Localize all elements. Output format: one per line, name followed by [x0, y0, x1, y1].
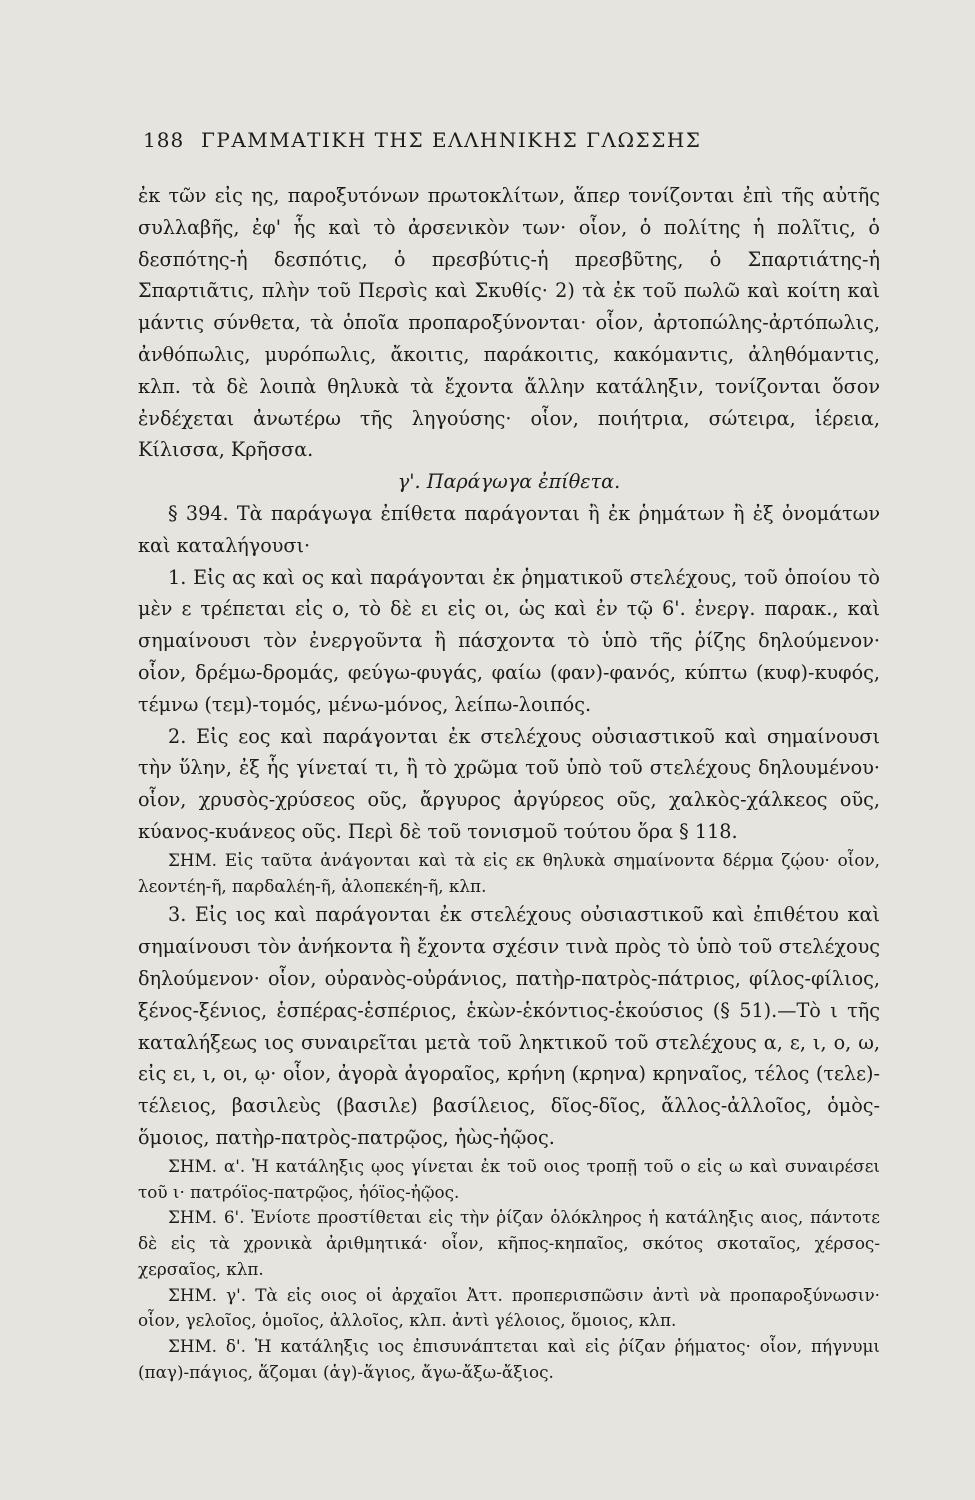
paragraph-2: 2. Εἰς εος καὶ παράγονται ἐκ στελέχους οὐσιαστικοῦ καὶ σημαίνουσι τὴν ὕλην, ἐξ ἧς γίνεταί τι, ἢ τὸ χρῶμα τοῦ ὑπὸ τοῦ στελέχους δηλουμένου· οἷον, χρυσὸς-χρύσεος οῦς, ἄργυρος ἀργύρεος οῦς, χαλκὸς-χάλκεος οῦς, κύανος-κυάνεος οῦς. Περὶ δὲ τοῦ τονισμοῦ τούτου ὅρα § 118.: [138, 724, 880, 843]
paragraph-continuation: ἐκ τῶν εἰς ης, παροξυτόνων πρωτοκλίτων, ἅπερ τονίζονται ἐπὶ τῆς αὐτῆς συλλαβῆς, ἐφ' ἧς καὶ τὸ ἀρσενικὸν των· οἷον, ὁ πολίτης ἡ πολῖτις, ὁ δεσπότης-ἡ δεσπότις, ὁ πρεσβύτις-ἡ πρεσβῦτης, ὁ Σπαρτιάτης-ἡ Σπαρτιᾶτις, πλὴν τοῦ Περσὶς καὶ Σκυθίς· 2) τὰ ἐκ τοῦ πωλῶ καὶ κοίτη καὶ μάντις σύνθετα, τὰ ὁποῖα προπαροξύνονται· οἷον, ἀρτοπώλης-ἀρτόπωλις, ἀνθόπωλις, μυρόπωλις, ἄκοιτις, παράκοιτις, κακόμαντις, ἀληθόμαντις, κλπ. τὰ δὲ λοιπὰ θηλυκὰ τὰ ἔχοντα ἄλλην κατάληξιν, τονίζονται ὅσον ἐνδέχεται ἀνωτέρω τῆς ληγούσης· οἷον, ποιήτρια, σώτειρα, ἱέρεια, Κίλισσα, Κρῆσσα.: [138, 184, 880, 462]
running-title: ΓΡΑΜΜΑΤΙΚΗ ΤΗΣ ΕΛΛΗΝΙΚΗΣ ΓΛΩΣΣΗΣ: [201, 128, 702, 152]
paragraph-1: 1. Εἰς ας καὶ ος καὶ παράγονται ἐκ ῥηματικοῦ στελέχους, τοῦ ὁποίου τὸ μὲν ε τρέπεται εἰς ο, τὸ δὲ ει εἰς οι, ὡς καὶ ἐν τῷ 6'. ἐνεργ. παρακ., καὶ σημαίνουσι τὸν ἐνεργοῦντα ἢ πάσχοντα τὸ ὑπὸ τῆς ῥίζης δηλούμενον· οἷον, δρέμω-δρομάς, φεύγω-φυγάς, φαίω (φαν)-φανός, κύπτω (κυφ)-κυφός, τέμνω (τεμ)-τομός, μένω-μόνος, λείπω-λοιπός.: [138, 565, 880, 716]
page-header: [143, 128, 903, 158]
note-delta: ΣΗΜ. δ'. Ἡ κατάληξις ιος ἐπισυνάπτεται καὶ εἰς ῥίζαν ῥήματος· οἷον, πήγνυμι (παγ)-πάγιος, ἅζομαι (ἁγ)-ἅγιος, ἄγω-ἄξω-ἄξιος.: [138, 1336, 880, 1383]
page-body: [138, 180, 880, 1386]
note-gamma: ΣΗΜ. γ'. Τὰ εἰς οιος οἱ ἀρχαῖοι Ἀττ. προπερισπῶσιν ἀντὶ νὰ προπαροξύνωσιν· οἷον, γελοῖος, ὁμοῖος, ἀλλοῖος, κλπ. ἀντὶ γέλοιος, ὅμοιος, κλπ.: [138, 1284, 880, 1331]
note-beta: ΣΗΜ. 6'. Ἐνίοτε προστίθεται εἰς τὴν ῥίζαν ὁλόκληρος ἡ κατάληξις αιος, πάντοτε δὲ εἰς τὰ χρονικὰ ἀριθμητικά· οἷον, κῆπος-κηπαῖος, σκότος σκοταῖος, χέρσος-χερσαῖος, κλπ.: [138, 1207, 880, 1279]
paragraph-3: 3. Εἰς ιος καὶ παράγονται ἐκ στελέχους οὐσιαστικοῦ καὶ ἐπιθέτου καὶ σημαίνουσι τὸν ἀνήκοντα ἢ ἔχοντα σχέσιν τινὰ πρὸς τὸ ὑπὸ τοῦ στελέχους δηλούμενον· οἷον, οὐρανὸς-οὐράνιος, πατὴρ-πατρὸς-πάτριος, φίλος-φίλιος, ξένος-ξένιος, ἑσπέρας-ἑσπέριος, ἑκὼν-ἑκόντιος-ἑκούσιος (§ 51).—Τὸ ι τῆς καταλήξεως ιος συναιρεῖται μετὰ τοῦ ληκτικοῦ τοῦ στελέχους α, ε, ι, ο, ω, εἰς ει, ι, οι, ῳ· οἷον, ἀγορὰ ἀγοραῖος, κρήνη (κρηνα) κρηναῖος, τέλος (τελε)-τέλειος, βασιλεὺς (βασιλε) βασίλειος, δῖος-δῖος, ἄλλος-ἀλλοῖος, ὁμὸς-ὅμοιος, πατὴρ-πατρὸς-πατρῷος, ἠὼς-ἠῷος.: [138, 903, 880, 1149]
note-paragraph: ΣΗΜ. Εἰς ταῦτα ἀνάγονται καὶ τὰ εἰς εκ θηλυκὰ σημαίνοντα δέρμα ζῴου· οἷον, λεοντέη-ῆ, παρδαλέη-ῆ, ἀλοπεκέη-ῆ, κλπ.: [138, 849, 880, 896]
page-number: 188: [143, 128, 185, 152]
note-alpha: ΣΗΜ. α'. Ἡ κατάληξις ῳος γίνεται ἐκ τοῦ οιος τροπῇ τοῦ ο εἰς ω καὶ συναιρέσει τοῦ ι· πατρόϊος-πατρῷος, ἡόϊος-ἠῷος.: [138, 1155, 880, 1202]
paragraph-394: § 394. Τὰ παράγωγα ἐπίθετα παράγονται ἢ ἐκ ῥημάτων ἢ ἐξ ὀνομάτων καὶ καταλήγουσι·: [138, 501, 880, 557]
section-title: γ'. Παράγωγα ἐπίθετα.: [397, 470, 621, 494]
